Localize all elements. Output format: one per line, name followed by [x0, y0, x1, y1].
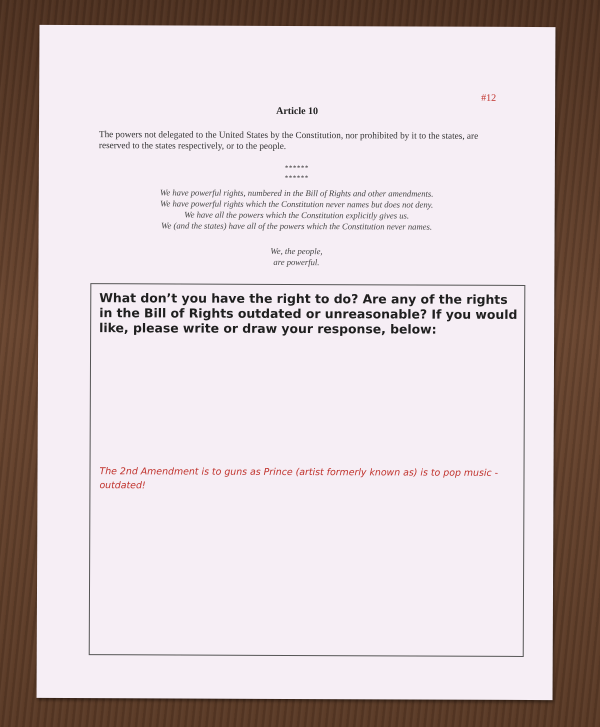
verse-block [39, 187, 555, 233]
verse-line: We have powerful rights, numbered in the Bill of Rights and other amendments. [160, 187, 434, 199]
verse-line: We have all the powers which the Constitution explicitly gives us. [184, 209, 410, 221]
response-question: What don’t you have the right to do? Are any of the rights in the Bill of Rights outdated or unreasonable? If you would like, please write or draw your response, below: [99, 290, 518, 337]
closing-line: are powerful. [273, 256, 320, 268]
closing-line: We, the people, [270, 245, 323, 257]
verse-line: We have powerful rights which the Constitution never names but does not deny. [160, 198, 434, 210]
article-title: Article 10 [276, 105, 319, 118]
article-text: The powers not delegated to the United States by the Constitution, nor prohibited by it to the states, are reserved to the states respectively, or to the people. [98, 129, 479, 151]
closing-lines [38, 245, 554, 269]
paper-sheet [37, 25, 556, 700]
divider-stars: ****** [284, 173, 309, 183]
handwritten-response: The 2nd Amendment is to guns as Prince (artist formerly known as) is to pop music - outdated! [99, 466, 499, 492]
divider-stars: ****** [284, 163, 309, 173]
response-box [89, 283, 526, 657]
verse-line: We (and the states) have all of the powers which the Constitution never names. [161, 220, 433, 232]
page-number: #12 [481, 92, 497, 104]
